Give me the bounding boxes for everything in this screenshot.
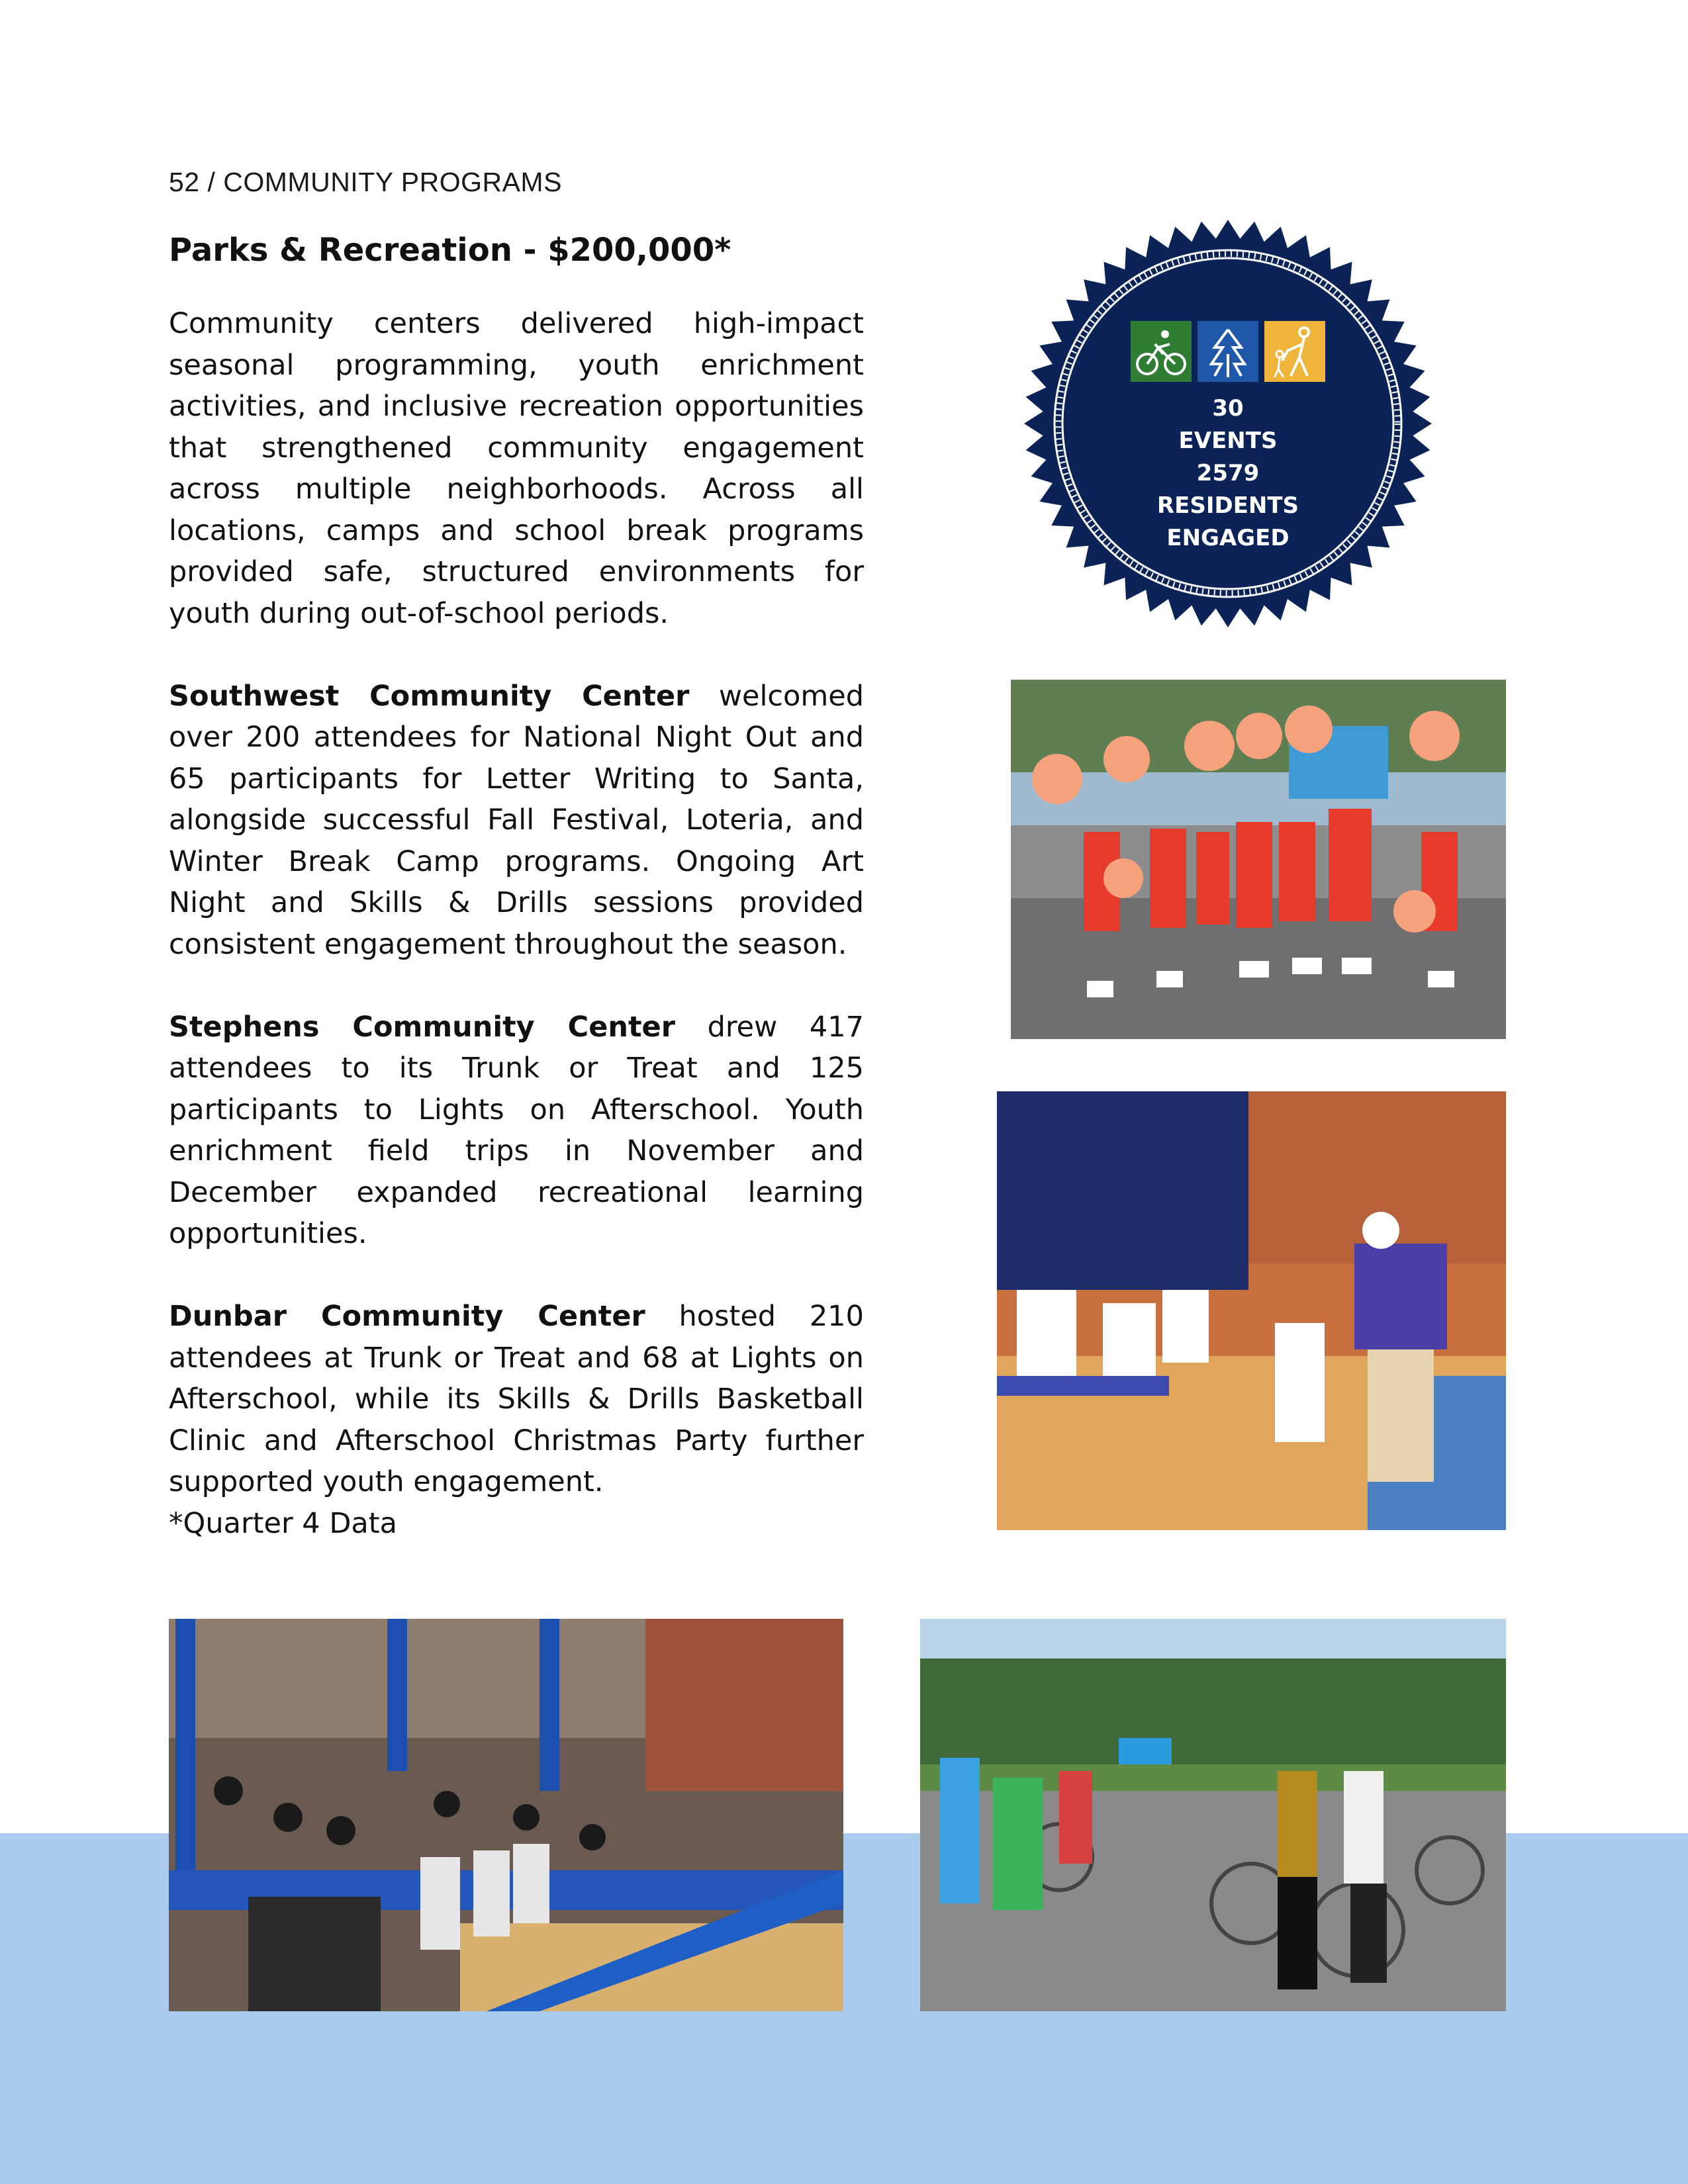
dunbar-center-name: Dunbar Community Center <box>169 1300 645 1333</box>
intro-paragraph: Community centers delivered high-impact seasonal programming, youth enrichment activities, and inclusive recreation opportunities that strengthened community engagement across multiple neighborhoods. Across all locations, camps and school break programs provided safe, structured environments for youth during out-of-school periods. <box>169 307 864 630</box>
section-title: Parks & Recreation - $200,000* <box>169 232 731 269</box>
dunbar-paragraph <box>169 1296 864 1503</box>
page-header: 52 / COMMUNITY PROGRAMS <box>169 167 562 197</box>
stephens-center-name: Stephens Community Center <box>169 1010 675 1044</box>
stats-badge <box>1023 218 1433 629</box>
footnote: *Quarter 4 Data <box>169 1506 397 1540</box>
southwest-paragraph <box>169 676 864 966</box>
southwest-text: welcomed over 200 attendees for National Night Out and 65 participants for Letter Writing to Santa, alongside successful Fall Festival, Loteria, and Winter Break Camp programs. Ongoing Art Night and Skills & Drills sessions provided consistent engagement throughout the season. <box>169 679 864 961</box>
cyclist-icon <box>1131 321 1192 382</box>
events-count: 30 <box>1212 395 1244 422</box>
family-walk-icon <box>1264 321 1325 382</box>
photo-bike-event <box>920 1619 1506 2011</box>
stephens-text: drew 417 attendees to its Trunk or Treat and 125 participants to Lights on Afterschool. Youth enrichment field trips in November and December expanded recreational learning opportunities. <box>169 1010 864 1250</box>
photo-gym-kids <box>997 1091 1506 1530</box>
photo-gym-crowd <box>169 1619 843 2011</box>
southwest-center-name: Southwest Community Center <box>169 679 690 713</box>
engaged-label: ENGAGED <box>1166 525 1289 551</box>
residents-label: RESIDENTS <box>1156 492 1299 519</box>
events-label: EVENTS <box>1178 428 1278 454</box>
body-text <box>169 303 864 1544</box>
badge-stats-text <box>1023 392 1433 555</box>
photo-cheerleaders <box>1011 680 1506 1039</box>
dunbar-text: hosted 210 attendees at Trunk or Treat and 68 at Lights on Afterschool, while its Skills & Drills Basketball Clinic and Afterschool Christmas Party further supported youth engagement. <box>169 1300 864 1498</box>
stephens-paragraph <box>169 1007 864 1255</box>
tree-icon <box>1197 321 1258 382</box>
residents-count: 2579 <box>1196 460 1260 486</box>
